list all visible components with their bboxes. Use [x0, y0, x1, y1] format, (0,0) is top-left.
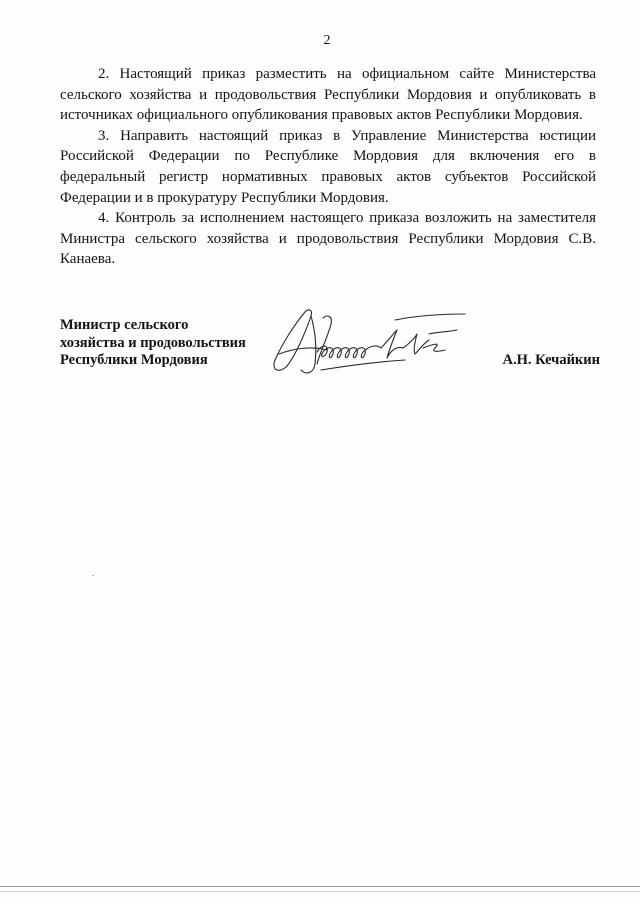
position-line: Республики Мордовия	[60, 352, 208, 368]
signature-stroke	[279, 348, 327, 354]
document-body	[60, 64, 596, 270]
signature-stroke	[321, 360, 405, 370]
paragraph-item-4: 4. Контроль за исполнением настоящего приказа возложить на заместителя Министра сельского хозяйства и продовольствия Республики Мордовия С.В. Канаева.	[60, 210, 596, 268]
paragraph-item-3: 3. Направить настоящий приказ в Управление Министерства юстиции Российской Федерации по Республике Мордовия для включения его в федеральный регистр нормативных правовых актов субъектов Российской Федерации и в прокуратуру Республики Мордовия.	[60, 127, 596, 206]
signature-stroke	[423, 344, 445, 351]
signature-stroke	[274, 310, 312, 370]
page-bottom-edge-faint	[0, 891, 640, 892]
signer-name: А.Н. Кечайкин	[502, 352, 600, 368]
scan-speck	[92, 575, 94, 576]
handwritten-signature	[265, 304, 475, 384]
signature-stroke	[395, 314, 465, 320]
signature-stroke	[317, 346, 381, 358]
signatory-position	[60, 317, 246, 370]
position-line: хозяйства и продовольствия	[60, 334, 246, 351]
position-line: Министр сельского	[60, 317, 189, 333]
signature-stroke	[429, 330, 457, 334]
signature-stroke	[403, 334, 429, 354]
page-bottom-edge	[0, 886, 640, 887]
signature-block	[60, 317, 600, 397]
signature-stroke	[381, 330, 403, 358]
paragraph-item-2: 2. Настоящий приказ разместить на официальном сайте Министерства сельского хозяйства и продовольствия Республики Мордовия и опубликовать в источниках официального опубликования правовых актов Республики Мордовия.	[60, 66, 596, 124]
page-number: 2	[323, 33, 331, 48]
